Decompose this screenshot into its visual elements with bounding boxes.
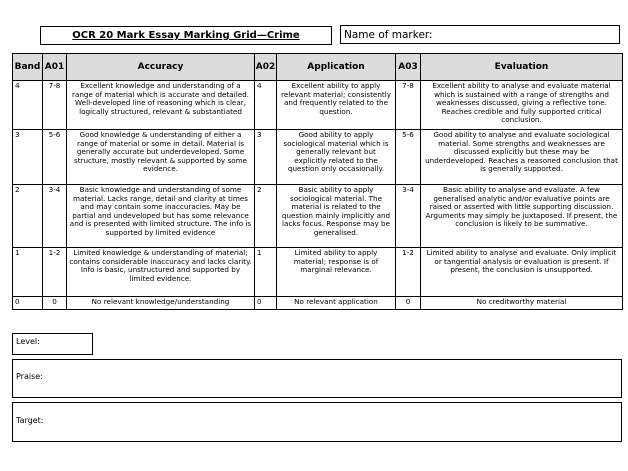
a03-cell: 1-2 bbox=[396, 248, 421, 297]
band-cell: 4 bbox=[13, 81, 43, 130]
a02-cell: 0 bbox=[255, 297, 277, 310]
marking-grid bbox=[12, 53, 623, 310]
level-field[interactable]: Level: bbox=[12, 333, 93, 355]
band-cell: 3 bbox=[13, 130, 43, 185]
application-cell: Good ability to apply sociological material which is generally relevant but explicitly related to the question only occasionally. bbox=[277, 130, 396, 185]
table-row bbox=[13, 185, 623, 248]
accuracy-cell: No relevant knowledge/understanding bbox=[67, 297, 255, 310]
marker-name-field[interactable]: Name of marker: bbox=[340, 25, 620, 44]
accuracy-cell: Good knowledge & understanding of either a range of material or some in detail. Material is generally accurate but underdeveloped. Some structure, mostly relevant & supported by some evidence. bbox=[67, 130, 255, 185]
application-cell: No relevant application bbox=[277, 297, 396, 310]
application-cell: Basic ability to apply sociological material. The material is related to the question mainly implicitly and lacks focus. Response may be generalised. bbox=[277, 185, 396, 248]
evaluation-cell: Limited ability to analyse and evaluate. Only implicit or tangential analysis or evaluation is present. If present, the conclusion is unsupported. bbox=[421, 248, 623, 297]
col-band: Band bbox=[13, 54, 43, 81]
application-cell: Excellent ability to apply relevant material; consistently and frequently related to the question. bbox=[277, 81, 396, 130]
a01-cell: 7-8 bbox=[43, 81, 67, 130]
band-cell: 0 bbox=[13, 297, 43, 310]
table-row bbox=[13, 81, 623, 130]
accuracy-cell: Basic knowledge and understanding of some material. Lacks range, detail and clarity at times and may contain some inaccuracies. May be partial and undeveloped but has some relevance and is presented with limited structure. The info is supported by limited evidence bbox=[67, 185, 255, 248]
a02-cell: 2 bbox=[255, 185, 277, 248]
accuracy-cell: Limited knowledge & understanding of material; contains considerable inaccuracy and lacks clarity. Info is basic, unstructured and supported by limited evidence. bbox=[67, 248, 255, 297]
col-evaluation: Evaluation bbox=[421, 54, 623, 81]
praise-field[interactable]: Praise: bbox=[12, 359, 622, 398]
grid-title: OCR 20 Mark Essay Marking Grid—Crime bbox=[40, 26, 332, 45]
band-cell: 1 bbox=[13, 248, 43, 297]
a02-cell: 4 bbox=[255, 81, 277, 130]
a01-cell: 3-4 bbox=[43, 185, 67, 248]
a03-cell: 5-6 bbox=[396, 130, 421, 185]
col-a01: A01 bbox=[43, 54, 67, 81]
application-cell: Limited ability to apply material; response is of marginal relevance. bbox=[277, 248, 396, 297]
evaluation-cell: Basic ability to analyse and evaluate. A few generalised analytic and/or evaluative points are raised or asserted with little supporting discussion. Arguments may simply be juxtaposed. If present, the conclusion is likely to be summative. bbox=[421, 185, 623, 248]
col-a02: A02 bbox=[255, 54, 277, 81]
evaluation-cell: Good ability to analyse and evaluate sociological material. Some strengths and weaknesses are discussed explicitly but these may be underdeveloped. Reaches a reasoned conclusion that is generally supported. bbox=[421, 130, 623, 185]
col-accuracy: Accuracy bbox=[67, 54, 255, 81]
header-row bbox=[13, 54, 623, 81]
a03-cell: 0 bbox=[396, 297, 421, 310]
a01-cell: 5-6 bbox=[43, 130, 67, 185]
a03-cell: 7-8 bbox=[396, 81, 421, 130]
evaluation-cell: Excellent ability to analyse and evaluate material which is sustained with a range of strengths and weaknesses discussed, giving a reflective tone. Reaches credible and fully supported critical conclusion. bbox=[421, 81, 623, 130]
table-row bbox=[13, 248, 623, 297]
a03-cell: 3-4 bbox=[396, 185, 421, 248]
a02-cell: 1 bbox=[255, 248, 277, 297]
col-a03: A03 bbox=[396, 54, 421, 81]
table-row bbox=[13, 297, 623, 310]
band-cell: 2 bbox=[13, 185, 43, 248]
target-field[interactable]: Target: bbox=[12, 402, 622, 442]
table-row bbox=[13, 130, 623, 185]
a01-cell: 1-2 bbox=[43, 248, 67, 297]
a02-cell: 3 bbox=[255, 130, 277, 185]
a01-cell: 0 bbox=[43, 297, 67, 310]
accuracy-cell: Excellent knowledge and understanding of a range of material which is accurate and detailed. Well-developed line of reasoning which is clear, logically structured, relevant & substantiated bbox=[67, 81, 255, 130]
col-application: Application bbox=[277, 54, 396, 81]
evaluation-cell: No creditworthy material bbox=[421, 297, 623, 310]
